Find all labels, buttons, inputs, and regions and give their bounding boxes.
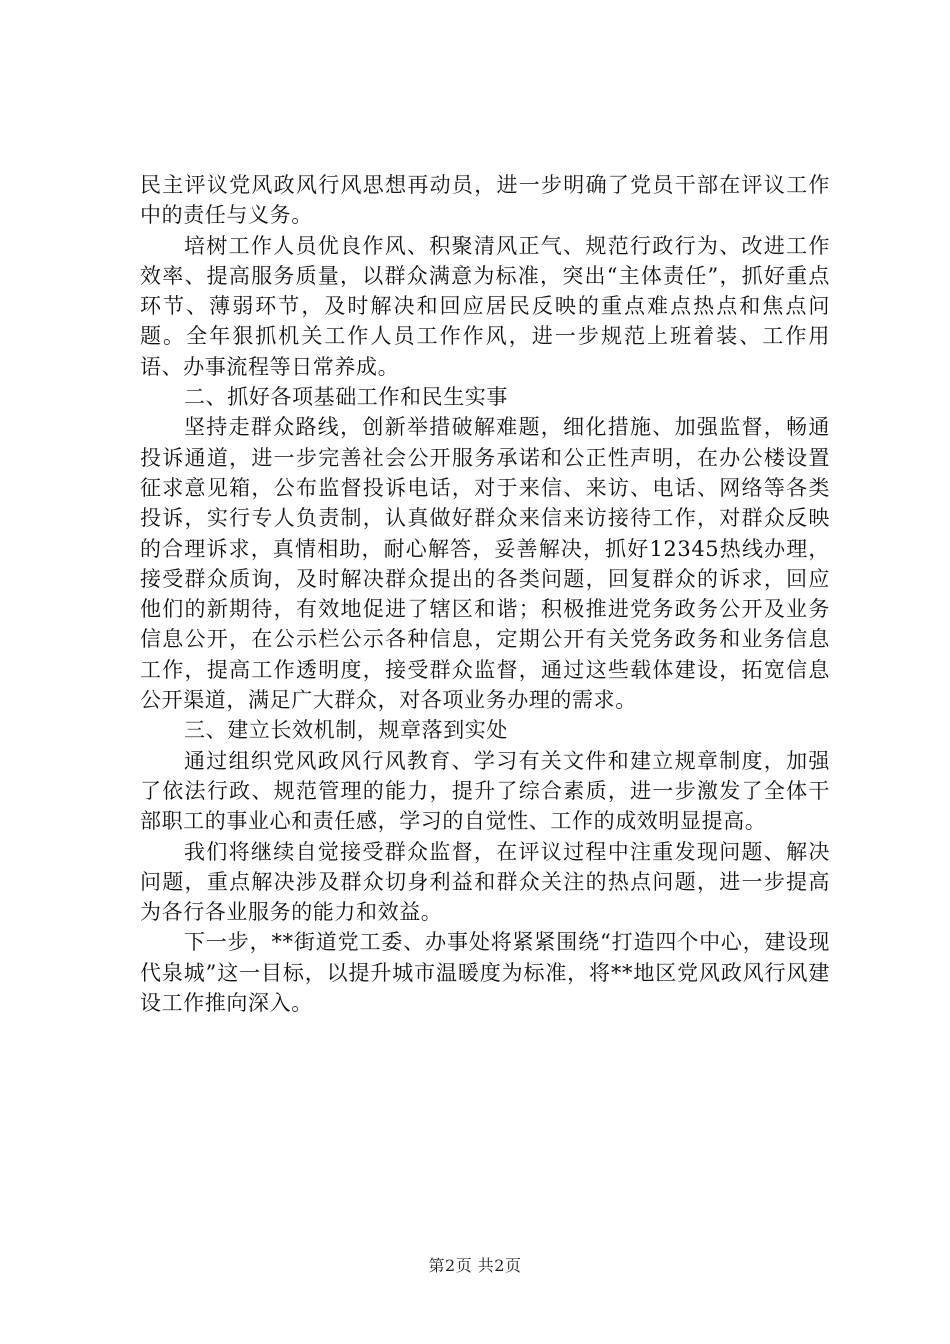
- paragraph: 坚持走群众路线，创新举措破解难题，细化措施、加强监督，畅通投诉通道，进一步完善社会公开服务承诺和公正性声明，在办公楼设置征求意见箱，公布监督投诉电话，对于来信、来访、电话、网络等各类投诉，实行专人负责制，认真做好群众来信来访接待工作，对群众反映的合理诉求，真情相助，耐心解答，妥善解决，抓好12345热线办理，接受群众质询，及时解决群众提出的各类问题，回复群众的诉求，回应他们的新期待，有效地促进了辖区和谐；积极推进党务政务公开及业务信息公开，在公示栏公示各种信息，定期公开有关党务政务和业务信息工作，提高工作透明度，接受群众监督，通过这些载体建设，拓宽信息公开渠道，满足广大群众，对各项业务办理的需求。: [140, 415, 830, 713]
- section-heading: 三、建立长效机制，规章落到实处: [184, 718, 508, 743]
- paragraph: 培树工作人员优良作风、积聚清风正气、规范行政行为、改进工作效率、提高服务质量，以群众满意为标准，突出“主体责任”，抓好重点环节、薄弱环节，及时解决和回应居民反映的重点难点热点和焦点问题。全年狠抓机关工作人员工作作风，进一步规范上班着装、工作用语、办事流程等日常养成。: [140, 233, 830, 379]
- paragraph: 民主评议党风政风行风思想再动员，进一步明确了党员干部在评议工作中的责任与义务。: [140, 173, 830, 228]
- paragraph: 下一步，**街道党工委、办事处将紧紧围绕“打造四个中心，建设现代泉城”这一目标，以提升城市温暖度为标准，将**地区党风政风行风建设工作推向深入。: [140, 930, 830, 1016]
- section-heading: 二、抓好各项基础工作和民生实事: [184, 385, 508, 410]
- paragraph: 我们将继续自觉接受群众监督，在评议过程中注重发现问题、解决问题，重点解决涉及群众切身利益和群众关注的热点问题，进一步提高为各行各业服务的能力和效益。: [140, 839, 830, 925]
- paragraph: 通过组织党风政风行风教育、学习有关文件和建立规章制度，加强了依法行政、规范管理的能力，提升了综合素质，进一步激发了全体干部职工的事业心和责任感，学习的自觉性、工作的成效明显提高。: [140, 748, 830, 834]
- document-body: [140, 170, 830, 1018]
- page-number-label: 第2页 共2页: [428, 1256, 522, 1275]
- page-footer: [0, 1253, 950, 1276]
